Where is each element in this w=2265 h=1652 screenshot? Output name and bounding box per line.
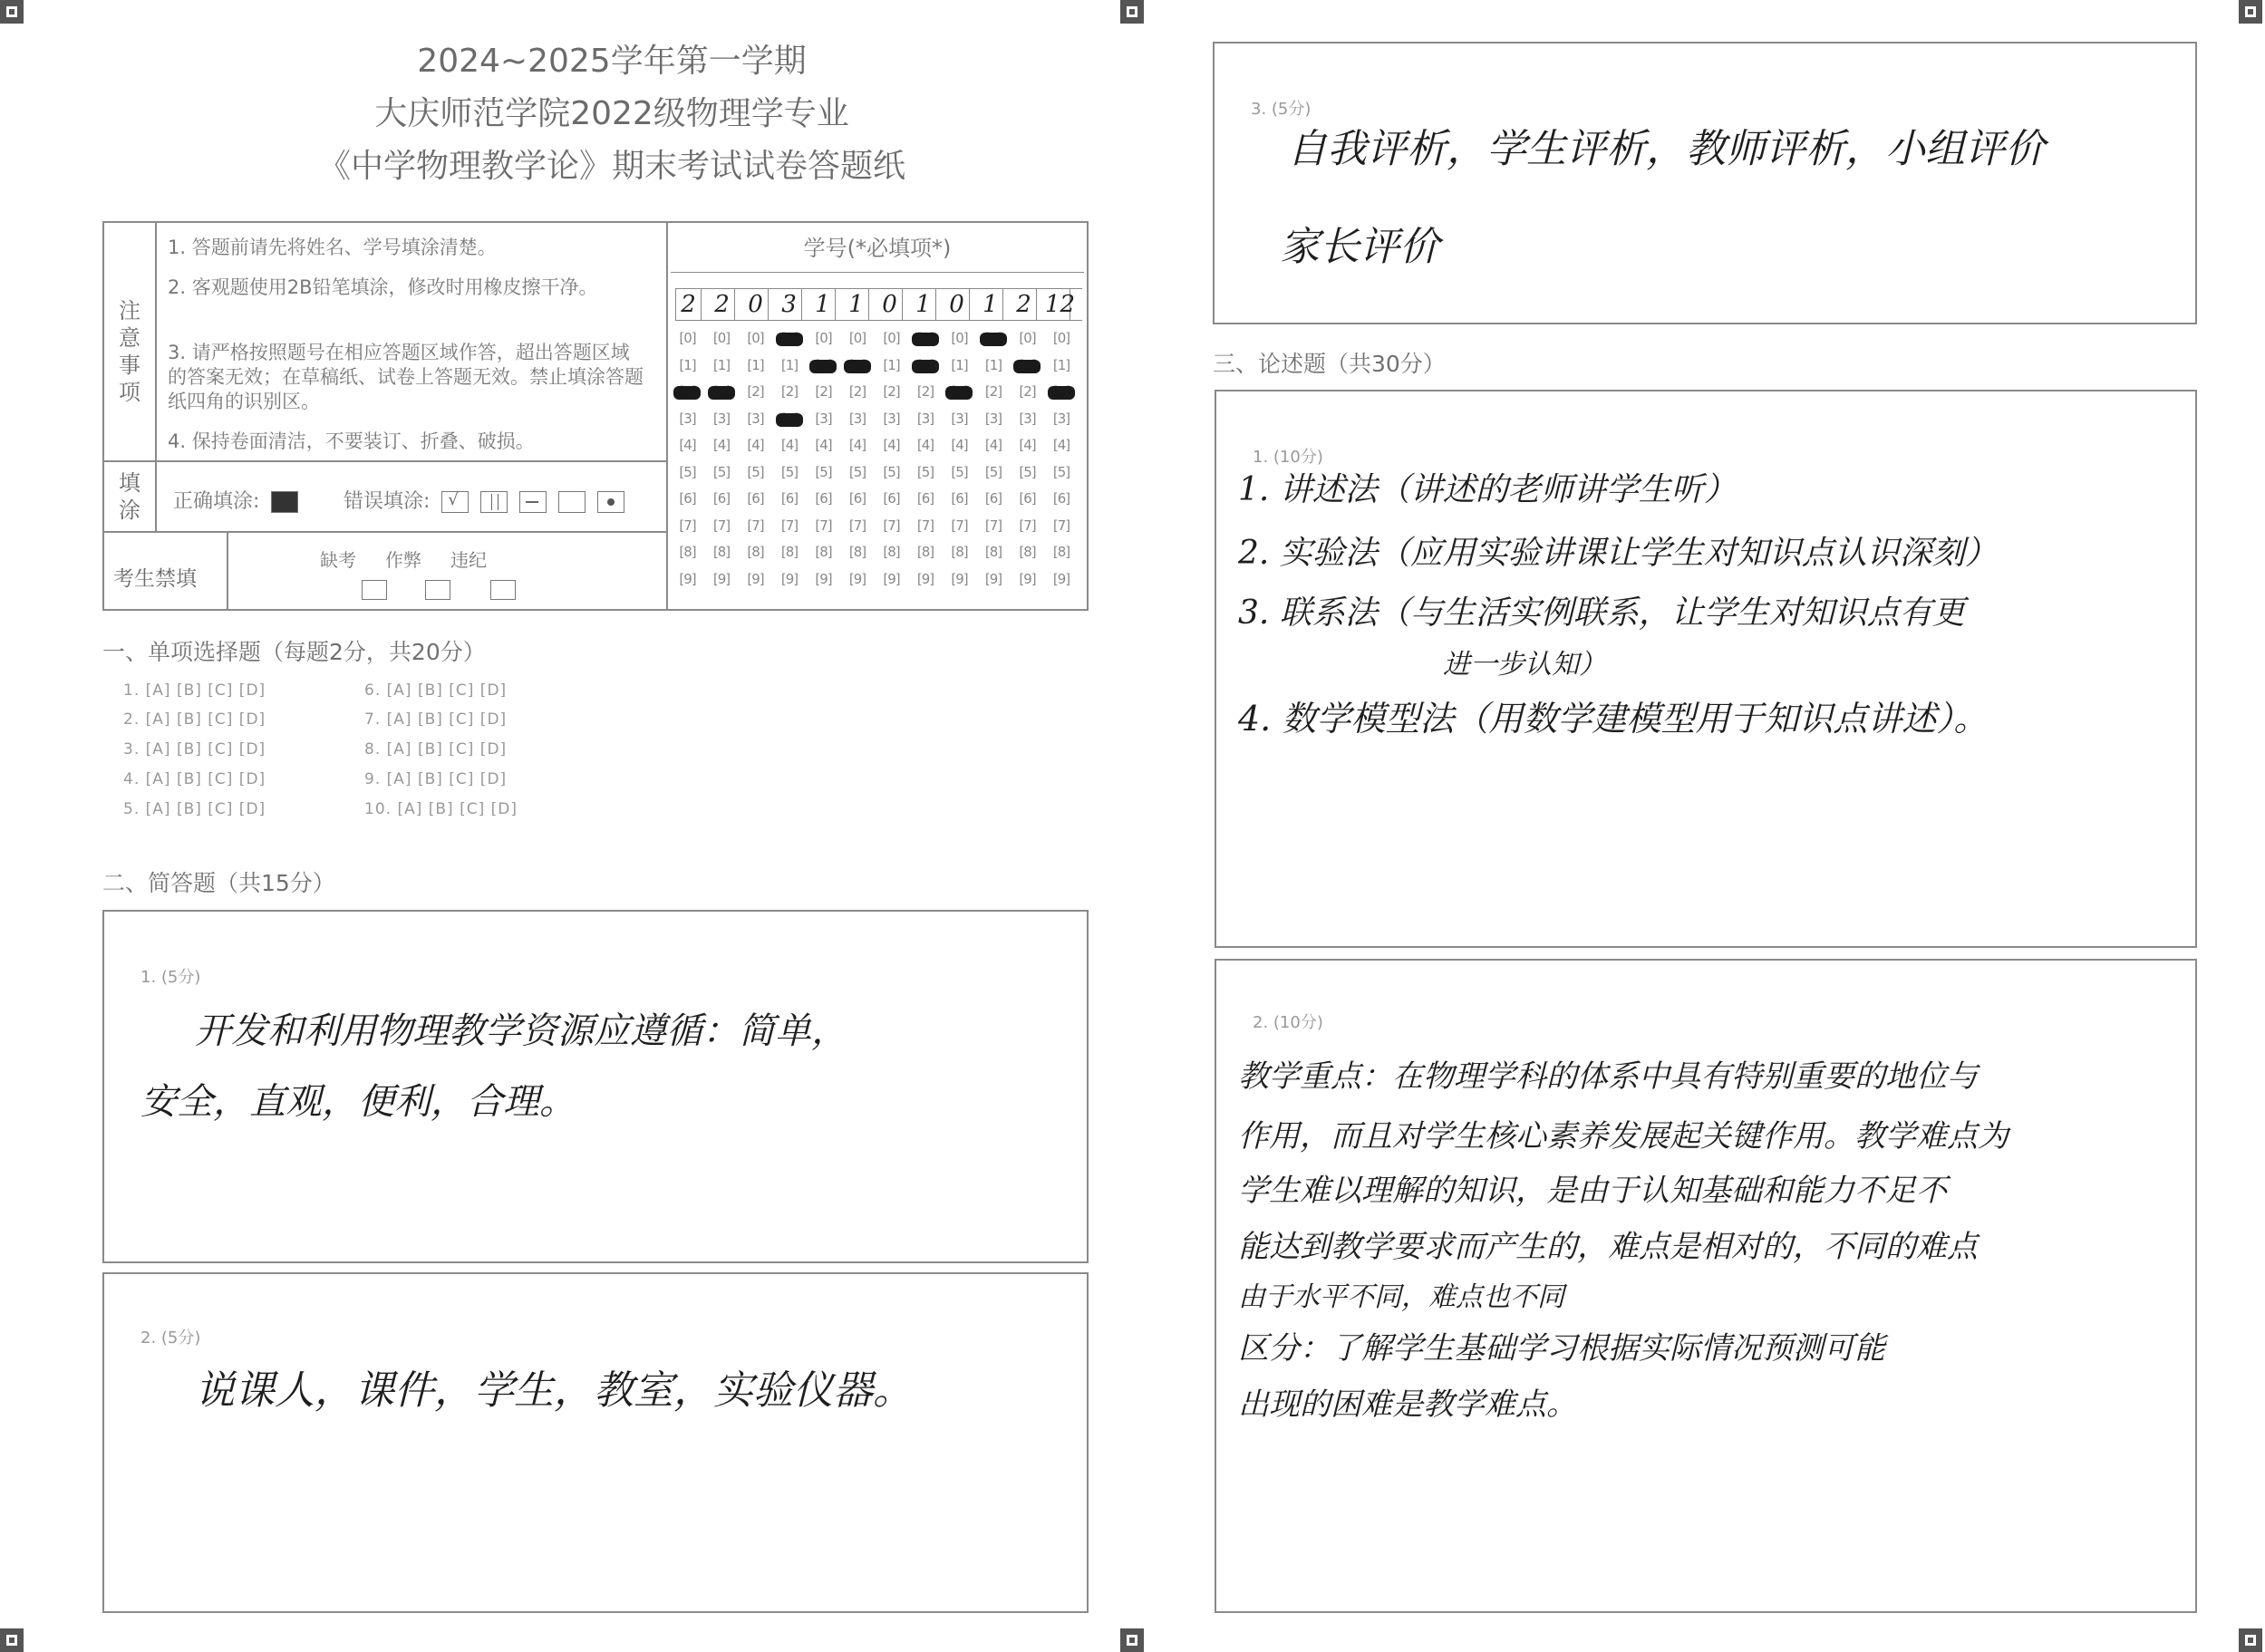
correct-fill-sample — [271, 491, 298, 513]
id-bubble[interactable]: [8] — [848, 544, 866, 560]
id-bubble[interactable]: [7] — [679, 517, 696, 534]
filled-bubble-mark — [809, 360, 837, 373]
handwritten-line: 教学重点：在物理学科的体系中具有特别重要的地位与 — [1238, 1058, 1978, 1095]
id-bubble[interactable]: [6] — [815, 490, 832, 507]
id-bubble[interactable]: [9] — [848, 570, 866, 587]
id-digit: 2 — [1012, 289, 1037, 320]
absent-checkbox[interactable] — [362, 580, 387, 600]
id-bubble[interactable]: [0] — [951, 330, 968, 346]
id-bubble[interactable]: [2] — [1019, 383, 1036, 400]
id-bubble[interactable]: [1] — [679, 356, 696, 373]
handwritten-line: 出现的困难是教学难点。 — [1238, 1386, 1577, 1423]
mc-question-number: 4. — [123, 770, 140, 788]
mc-question-2[interactable] — [123, 710, 266, 729]
mc-question-6[interactable] — [364, 681, 507, 700]
absent-label: 缺考 — [320, 549, 356, 571]
handwritten-line: 进一步认知） — [1443, 649, 1606, 681]
corner-mark-bottom-right — [2239, 1628, 2262, 1652]
id-bubble[interactable]: [8] — [984, 544, 1002, 560]
handwritten-line: 能达到教学要求而产生的，难点是相对的，不同的难点 — [1238, 1229, 1978, 1265]
student-id-title: 学号(*必填项*) — [803, 236, 952, 261]
filled-bubble-mark — [912, 360, 939, 373]
id-bubble[interactable]: [7] — [712, 517, 731, 534]
id-bubble[interactable]: [2] — [815, 383, 832, 400]
mc-question-9[interactable] — [364, 770, 507, 788]
id-bubble[interactable]: [5] — [780, 463, 799, 480]
id-bubble[interactable]: [4] — [712, 437, 731, 453]
id-bubble[interactable]: [1] — [883, 356, 900, 373]
answer-box-s2-q1[interactable] — [102, 910, 1089, 1263]
handwritten-line: 学生难以理解的知识，是由于认知基础和能力不足不 — [1238, 1173, 1947, 1209]
notice-item-2: 2. 客观题使用2B铅笔填涂，修改时用橡皮擦干净。 — [168, 276, 598, 298]
handwritten-line: 2. 实验法（应用实验讲课让学生对知识点认识深刻） — [1238, 535, 1998, 572]
corner-mark-top-right — [2239, 0, 2262, 24]
fill-label: 填 涂 — [119, 470, 140, 523]
student-id-bubble-grid[interactable] — [675, 330, 1089, 602]
id-digit: 2 — [676, 289, 702, 320]
divider — [671, 272, 1084, 273]
mc-question-7[interactable] — [364, 710, 507, 729]
id-bubble[interactable]: [5] — [916, 463, 934, 480]
id-bubble[interactable]: [7] — [883, 517, 900, 534]
id-bubble[interactable]: [9] — [815, 570, 832, 587]
id-bubble[interactable]: [1] — [780, 356, 799, 373]
id-bubble[interactable]: [4] — [1052, 437, 1070, 453]
wrong-fill-dot-sample — [597, 491, 624, 513]
info-box — [102, 221, 1089, 611]
id-bubble[interactable]: [3] — [747, 410, 764, 427]
mc-question-1[interactable] — [123, 681, 266, 700]
id-bubble[interactable]: [1] — [712, 356, 731, 373]
violation-label: 违纪 — [450, 549, 487, 571]
notice-label: 注 意 事 项 — [119, 298, 140, 405]
divider — [227, 531, 228, 611]
cheat-label: 作弊 — [385, 549, 421, 571]
id-bubble[interactable]: [8] — [951, 544, 968, 560]
mc-question-number: 10. — [364, 800, 392, 818]
id-bubble[interactable]: [9] — [712, 570, 731, 587]
id-bubble[interactable]: [6] — [1052, 490, 1070, 507]
mc-question-number: 5. — [123, 800, 140, 818]
id-digit: 1 — [810, 289, 836, 320]
id-bubble[interactable]: [7] — [1019, 517, 1036, 534]
id-bubble[interactable]: [8] — [712, 544, 731, 560]
id-bubble[interactable]: [5] — [883, 463, 900, 480]
id-bubble[interactable]: [5] — [679, 463, 696, 480]
mc-options[interactable]: [A] [B] [C] [D] — [145, 710, 266, 729]
divider — [155, 223, 157, 460]
mc-question-3[interactable] — [123, 740, 266, 758]
id-bubble[interactable]: [6] — [712, 490, 731, 507]
id-bubble[interactable]: [8] — [679, 544, 696, 560]
filled-bubble-mark — [708, 386, 735, 400]
id-bubble[interactable]: [5] — [848, 463, 866, 480]
mc-question-number: 3. — [123, 740, 140, 758]
student-id-digits — [675, 288, 1082, 321]
handwritten-line: 开发和利用物理教学资源应遵循：简单， — [195, 1010, 847, 1052]
corner-mark-bottom-middle — [1120, 1628, 1144, 1652]
question-number: 1. (10分) — [1253, 448, 1323, 467]
mc-question-number: 9. — [364, 770, 382, 788]
divider — [666, 223, 668, 611]
id-bubble[interactable]: [9] — [747, 570, 764, 587]
filled-bubble-mark — [673, 386, 701, 400]
mc-question-number: 1. — [123, 681, 140, 700]
id-bubble[interactable]: [5] — [815, 463, 832, 480]
handwritten-line: 3. 联系法（与生活实例联系，让学生对知识点有更 — [1238, 594, 1965, 632]
id-bubble[interactable]: [3] — [951, 410, 968, 427]
question-number: 3. (5分) — [1251, 100, 1312, 119]
id-digit: 12 — [1045, 291, 1076, 318]
id-bubble[interactable]: [8] — [1019, 544, 1036, 560]
id-bubble[interactable]: [7] — [1052, 517, 1070, 534]
id-bubble[interactable]: [9] — [1019, 570, 1036, 587]
violation-checkbox[interactable] — [490, 580, 516, 600]
cheat-checkbox[interactable] — [425, 580, 450, 600]
id-bubble[interactable]: [0] — [712, 330, 731, 346]
wrong-fill-check-sample: √ — [441, 491, 469, 513]
handwritten-line: 4. 数学模型法（用数学建模型用于知识点讲述）。 — [1238, 699, 1989, 739]
id-bubble[interactable]: [8] — [780, 544, 799, 560]
id-bubble[interactable]: [0] — [848, 330, 866, 346]
id-bubble[interactable]: [4] — [780, 437, 799, 453]
id-bubble[interactable]: [5] — [951, 463, 968, 480]
mc-options[interactable]: [A] [B] [C] [D] — [145, 740, 266, 758]
id-bubble[interactable]: [9] — [951, 570, 968, 587]
id-bubble[interactable]: [9] — [883, 570, 900, 587]
exam-only-label: 考生禁填 — [113, 567, 197, 591]
answer-box-s3-q2[interactable] — [1215, 959, 2197, 1613]
id-digit: 0 — [743, 289, 769, 320]
mc-options[interactable]: [A] [B] [C] [D] — [145, 800, 266, 818]
filled-bubble-mark — [1013, 360, 1041, 373]
mc-options[interactable]: [A] [B] [C] [D] — [386, 710, 508, 729]
id-bubble[interactable]: [2] — [747, 383, 764, 400]
filled-bubble-mark — [912, 333, 939, 346]
id-bubble[interactable]: [3] — [883, 410, 900, 427]
id-bubble[interactable]: [4] — [679, 437, 696, 453]
id-bubble[interactable]: [6] — [883, 490, 900, 507]
corner-mark-bottom-left — [0, 1628, 24, 1652]
id-bubble[interactable]: [7] — [951, 517, 968, 534]
handwritten-line: 区分：了解学生基础学习根据实际情况预测可能 — [1238, 1330, 1885, 1367]
divider — [104, 531, 666, 533]
question-number: 2. (10分) — [1253, 1013, 1323, 1032]
fill-correct-label: 正确填涂: — [173, 490, 260, 513]
id-bubble[interactable]: [4] — [747, 437, 764, 453]
id-bubble[interactable]: [7] — [815, 517, 832, 534]
id-bubble[interactable]: [2] — [780, 383, 799, 400]
handwritten-line: 安全，直观，便利，合理。 — [140, 1081, 576, 1123]
filled-bubble-mark — [776, 413, 803, 427]
divider — [155, 460, 157, 531]
id-bubble[interactable]: [2] — [916, 383, 934, 400]
wrong-fill-empty-sample — [558, 491, 586, 513]
id-bubble[interactable]: [7] — [780, 517, 799, 534]
mc-question-number: 2. — [123, 710, 140, 729]
id-bubble[interactable]: [4] — [848, 437, 866, 453]
id-bubble[interactable]: [0] — [747, 330, 764, 346]
handwritten-line: 由于水平不同，难点也不同 — [1238, 1281, 1564, 1313]
id-bubble[interactable]: [9] — [780, 570, 799, 587]
id-bubble[interactable]: [3] — [815, 410, 832, 427]
id-digit: 3 — [777, 289, 802, 320]
header-school: 大庆师范学院2022级物理学专业 — [374, 95, 849, 132]
id-bubble[interactable]: [3] — [1052, 410, 1070, 427]
section-3-title: 三、论述题（共30分） — [1213, 351, 1446, 377]
id-bubble[interactable]: [1] — [951, 356, 968, 373]
id-digit: 1 — [911, 289, 936, 320]
id-bubble[interactable]: [6] — [1019, 490, 1036, 507]
mc-options[interactable]: [A] [B] [C] [D] — [145, 681, 266, 700]
question-number: 1. (5分) — [140, 968, 201, 987]
notice-item-3: 3. 请严格按照题号在相应答题区域作答，超出答题区域的答案无效；在草稿纸、试卷上答题无效。禁止填涂答题纸四角的识别区。 — [168, 342, 644, 412]
wrong-fill-dash-sample — [519, 491, 547, 513]
id-bubble[interactable]: [4] — [883, 437, 900, 453]
divider — [104, 460, 666, 462]
mc-question-10[interactable] — [364, 800, 518, 818]
id-bubble[interactable]: [1] — [1052, 356, 1070, 373]
fill-correct — [173, 486, 298, 514]
id-bubble[interactable]: [0] — [883, 330, 900, 346]
id-bubble[interactable]: [9] — [1052, 570, 1070, 587]
id-bubble[interactable]: [4] — [815, 437, 832, 453]
mc-question-number: 6. — [364, 681, 382, 700]
header-exam-title: 《中学物理教学论》期末考试试卷答题纸 — [317, 148, 905, 185]
id-bubble[interactable]: [8] — [883, 544, 900, 560]
id-bubble[interactable]: [7] — [916, 517, 934, 534]
id-bubble[interactable]: [5] — [712, 463, 731, 480]
mc-options[interactable]: [A] [B] [C] [D] — [386, 740, 508, 758]
id-bubble[interactable]: [4] — [1019, 437, 1036, 453]
id-digit: 1 — [844, 289, 869, 320]
id-bubble[interactable]: [0] — [815, 330, 832, 346]
id-digit: 0 — [944, 289, 970, 320]
fill-wrong-label: 错误填涂: — [344, 490, 431, 513]
id-bubble[interactable]: [9] — [679, 570, 696, 587]
handwritten-line: 1. 讲述法（讲述的老师讲学生听） — [1238, 471, 1737, 508]
notice-item-4: 4. 保持卷面清洁，不要装订、折叠、破损。 — [168, 430, 535, 452]
filled-bubble-mark — [945, 386, 973, 400]
mc-options[interactable]: [A] [B] [C] [D] — [386, 681, 508, 700]
id-bubble[interactable]: [8] — [815, 544, 832, 560]
id-bubble[interactable]: [1] — [984, 356, 1002, 373]
fill-wrong — [344, 486, 624, 514]
mc-question-4[interactable] — [123, 770, 266, 788]
id-bubble[interactable]: [5] — [1019, 463, 1036, 480]
id-bubble[interactable]: [1] — [747, 356, 764, 373]
mc-question-number: 8. — [364, 740, 382, 758]
id-bubble[interactable]: [9] — [984, 570, 1002, 587]
id-bubble[interactable]: [3] — [916, 410, 934, 427]
id-bubble[interactable]: [7] — [747, 517, 764, 534]
mc-question-5[interactable] — [123, 800, 266, 818]
id-bubble[interactable]: [4] — [984, 437, 1002, 453]
answer-box-s2-q2[interactable] — [102, 1272, 1089, 1613]
question-number: 2. (5分) — [140, 1328, 201, 1348]
id-bubble[interactable]: [3] — [848, 410, 866, 427]
handwritten-line: 说课人，课件，学生，教室，实验仪器。 — [195, 1367, 913, 1414]
id-bubble[interactable]: [4] — [916, 437, 934, 453]
id-digit: 0 — [877, 289, 903, 320]
id-bubble[interactable]: [5] — [1052, 463, 1070, 480]
id-bubble[interactable]: [0] — [679, 330, 696, 346]
handwritten-line: 自我评析，学生评析，教师评析，小组评价 — [1287, 126, 2045, 172]
wrong-fill-half-sample — [480, 491, 508, 513]
id-bubble[interactable]: [5] — [984, 463, 1002, 480]
id-bubble[interactable]: [3] — [1019, 410, 1036, 427]
id-bubble[interactable]: [8] — [916, 544, 934, 560]
id-bubble[interactable]: [3] — [712, 410, 731, 427]
handwritten-line: 家长评价 — [1280, 224, 1439, 270]
filled-bubble-mark — [776, 333, 803, 346]
id-bubble[interactable]: [7] — [984, 517, 1002, 534]
filled-bubble-mark — [1048, 386, 1075, 400]
id-bubble[interactable]: [6] — [916, 490, 934, 507]
id-bubble[interactable]: [6] — [780, 490, 799, 507]
mc-options[interactable]: [A] [B] [C] [D] — [145, 770, 266, 788]
mc-options[interactable]: [A] [B] [C] [D] — [397, 800, 518, 818]
answer-box-s2-q3[interactable] — [1213, 42, 2197, 324]
mc-question-number: 7. — [364, 710, 382, 729]
id-bubble[interactable]: [6] — [984, 490, 1002, 507]
id-bubble[interactable]: [4] — [951, 437, 968, 453]
id-bubble[interactable]: [5] — [747, 463, 764, 480]
filled-bubble-mark — [844, 360, 871, 373]
id-bubble[interactable]: [0] — [1052, 330, 1070, 346]
handwritten-line: 作用，而且对学生核心素养发展起关键作用。教学难点为 — [1238, 1118, 2008, 1154]
id-bubble[interactable]: [2] — [984, 383, 1002, 400]
id-bubble[interactable]: [8] — [1052, 544, 1070, 560]
mc-options[interactable]: [A] [B] [C] [D] — [386, 770, 508, 788]
id-bubble[interactable]: [3] — [984, 410, 1002, 427]
id-bubble[interactable]: [9] — [916, 570, 934, 587]
corner-mark-top-middle — [1120, 0, 1144, 24]
id-bubble[interactable]: [8] — [747, 544, 764, 560]
id-bubble[interactable]: [2] — [848, 383, 866, 400]
id-bubble[interactable]: [6] — [679, 490, 696, 507]
id-bubble[interactable]: [6] — [951, 490, 968, 507]
section-2-title: 二、简答题（共15分） — [102, 870, 335, 896]
filled-bubble-mark — [980, 333, 1007, 346]
id-bubble[interactable]: [0] — [1019, 330, 1036, 346]
notice-item-1: 1. 答题前请先将姓名、学号填涂清楚。 — [168, 237, 497, 258]
id-bubble[interactable]: [7] — [848, 517, 866, 534]
answer-box-s3-q1[interactable] — [1215, 390, 2197, 948]
header-term: 2024~2025学年第一学期 — [417, 43, 807, 80]
id-digit: 2 — [710, 289, 735, 320]
mc-question-8[interactable] — [364, 740, 507, 758]
id-digit: 1 — [978, 289, 1003, 320]
id-bubble[interactable]: [6] — [848, 490, 866, 507]
id-bubble[interactable]: [2] — [883, 383, 900, 400]
section-1-title: 一、单项选择题（每题2分，共20分） — [102, 639, 486, 665]
id-bubble[interactable]: [6] — [747, 490, 764, 507]
id-bubble[interactable]: [3] — [679, 410, 696, 427]
corner-mark-top-left — [0, 0, 24, 24]
